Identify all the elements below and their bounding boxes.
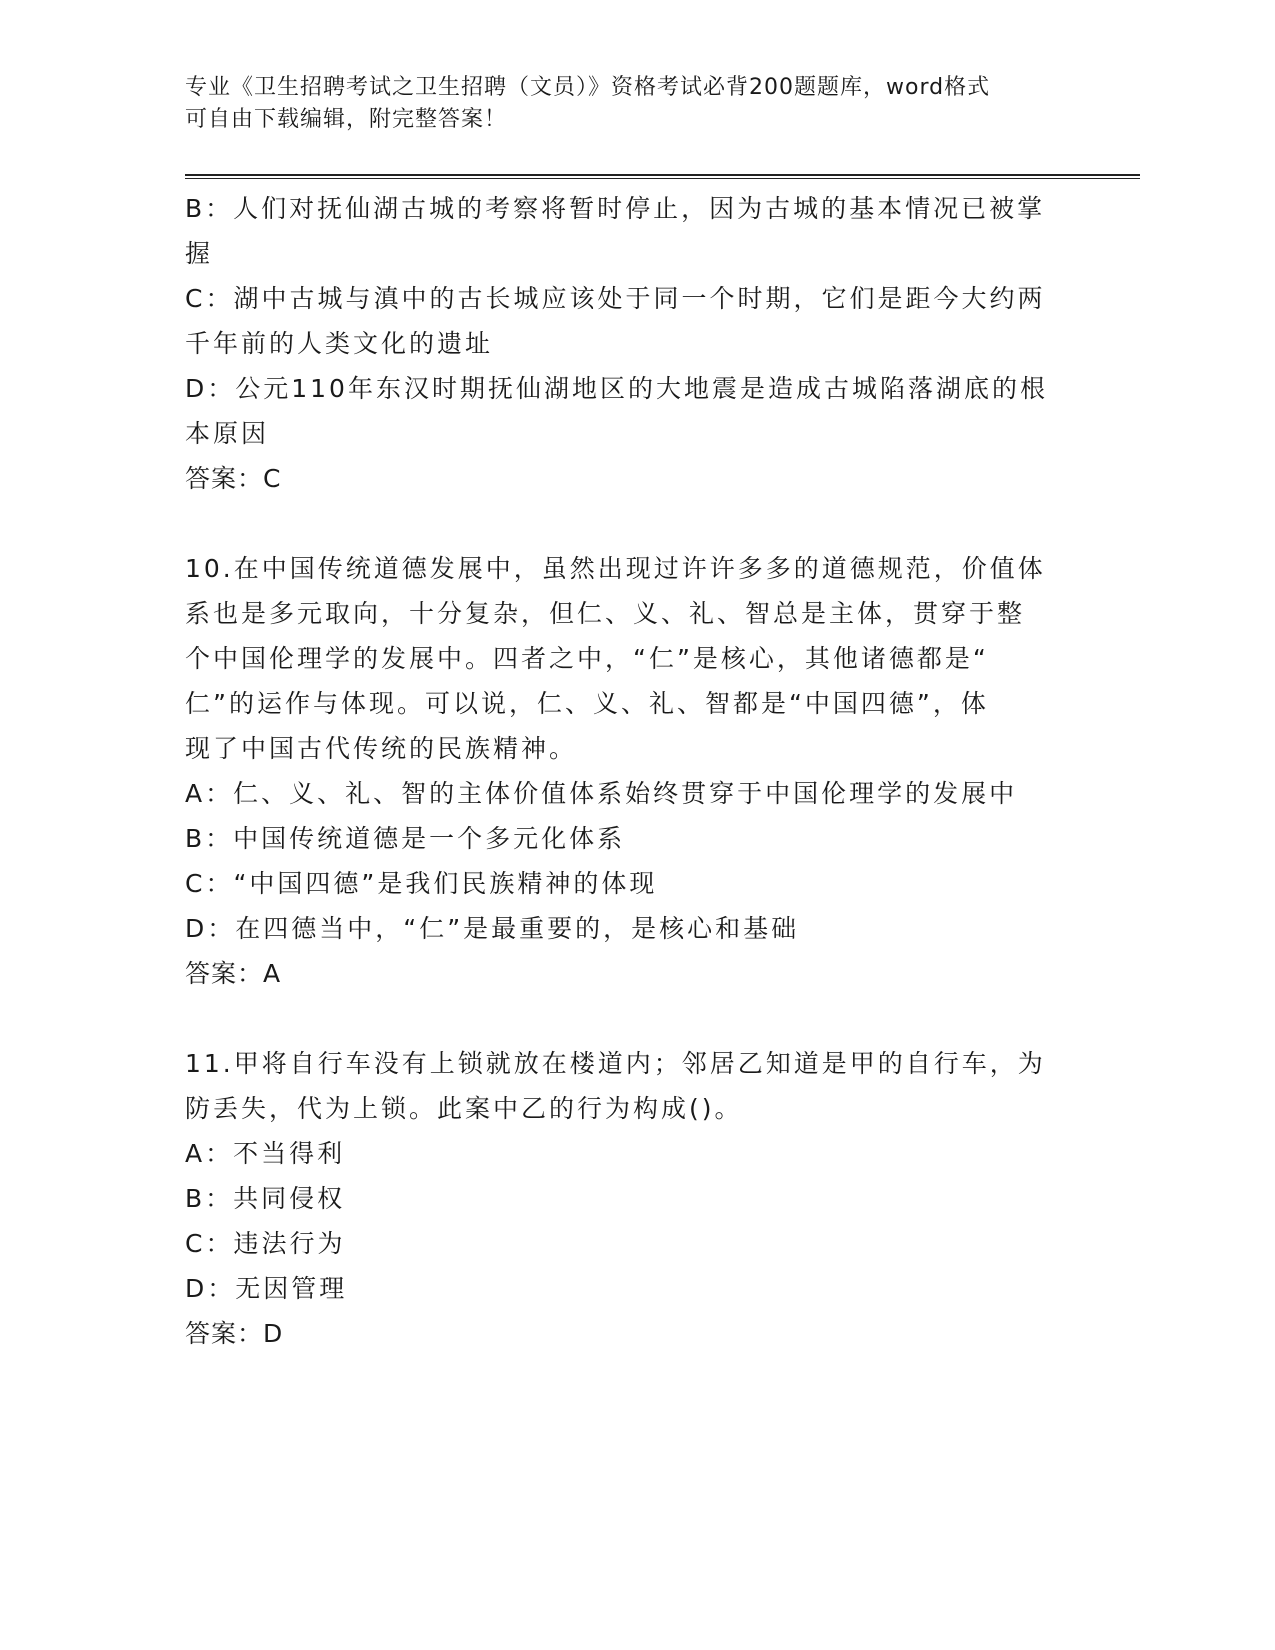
q11-option-c: C：违法行为 (185, 1229, 346, 1258)
question-9-continued (185, 186, 1085, 501)
q10-answer: 答案：A (185, 959, 282, 988)
q10-stem-line-2: 系也是多元取向，十分复杂，但仁、义、礼、智总是主体，贯穿于整 (185, 599, 1026, 628)
q9-option-d-line-1: D：公元110年东汉时期抚仙湖地区的大地震是造成古城陷落湖底的根 (185, 374, 1048, 403)
q11-stem-line-1: 11.甲将自行车没有上锁就放在楼道内；邻居乙知道是甲的自行车，为 (185, 1049, 1046, 1078)
q11-option-b: B：共同侵权 (185, 1184, 346, 1213)
q10-option-b: B：中国传统道德是一个多元化体系 (185, 824, 626, 853)
header-line-1: 专业《卫生招聘考试之卫生招聘（文员）》资格考试必背200题题库，word格式 (185, 75, 991, 100)
spacer (185, 996, 1085, 1041)
q9-option-d-line-2: 本原因 (185, 419, 270, 448)
q9-option-c-line-2: 千年前的人类文化的遗址 (185, 329, 494, 358)
spacer (185, 501, 1085, 546)
header-line-2: 可自由下载编辑，附完整答案！ (185, 107, 508, 132)
q9-answer: 答案：C (185, 464, 282, 493)
q11-stem-line-2: 防丢失，代为上锁。此案中乙的行为构成()。 (185, 1094, 743, 1123)
q10-option-d: D：在四德当中，“仁”是最重要的，是核心和基础 (185, 914, 800, 943)
q11-option-a: A：不当得利 (185, 1139, 346, 1168)
q10-option-c: C：“中国四德”是我们民族精神的体现 (185, 869, 658, 898)
document-body (185, 186, 1085, 1356)
q9-option-b-line-2: 握 (185, 239, 214, 268)
q9-option-b-line-1: B：人们对抚仙湖古城的考察将暂时停止，因为古城的基本情况已被掌 (185, 194, 1046, 223)
q10-option-a: A：仁、义、礼、智的主体价值体系始终贯穿于中国伦理学的发展中 (185, 779, 1018, 808)
q11-option-d: D：无因管理 (185, 1274, 348, 1303)
question-10 (185, 546, 1085, 996)
question-11 (185, 1041, 1085, 1356)
q10-stem-line-5: 现了中国古代传统的民族精神。 (185, 734, 578, 763)
q10-stem-line-1: 10.在中国传统道德发展中，虽然出现过许许多多的道德规范，价值体 (185, 554, 1046, 583)
q10-stem-line-4: 仁”的运作与体现。可以说，仁、义、礼、智都是“中国四德”，体 (185, 689, 989, 718)
q9-option-c-line-1: C：湖中古城与滇中的古长城应该处于同一个时期，它们是距今大约两 (185, 284, 1046, 313)
q11-answer: 答案：D (185, 1319, 284, 1348)
header-divider (185, 174, 1140, 179)
document-header (185, 72, 1065, 136)
q10-stem-line-3: 个中国伦理学的发展中。四者之中，“仁”是核心，其他诸德都是“ (185, 644, 989, 673)
